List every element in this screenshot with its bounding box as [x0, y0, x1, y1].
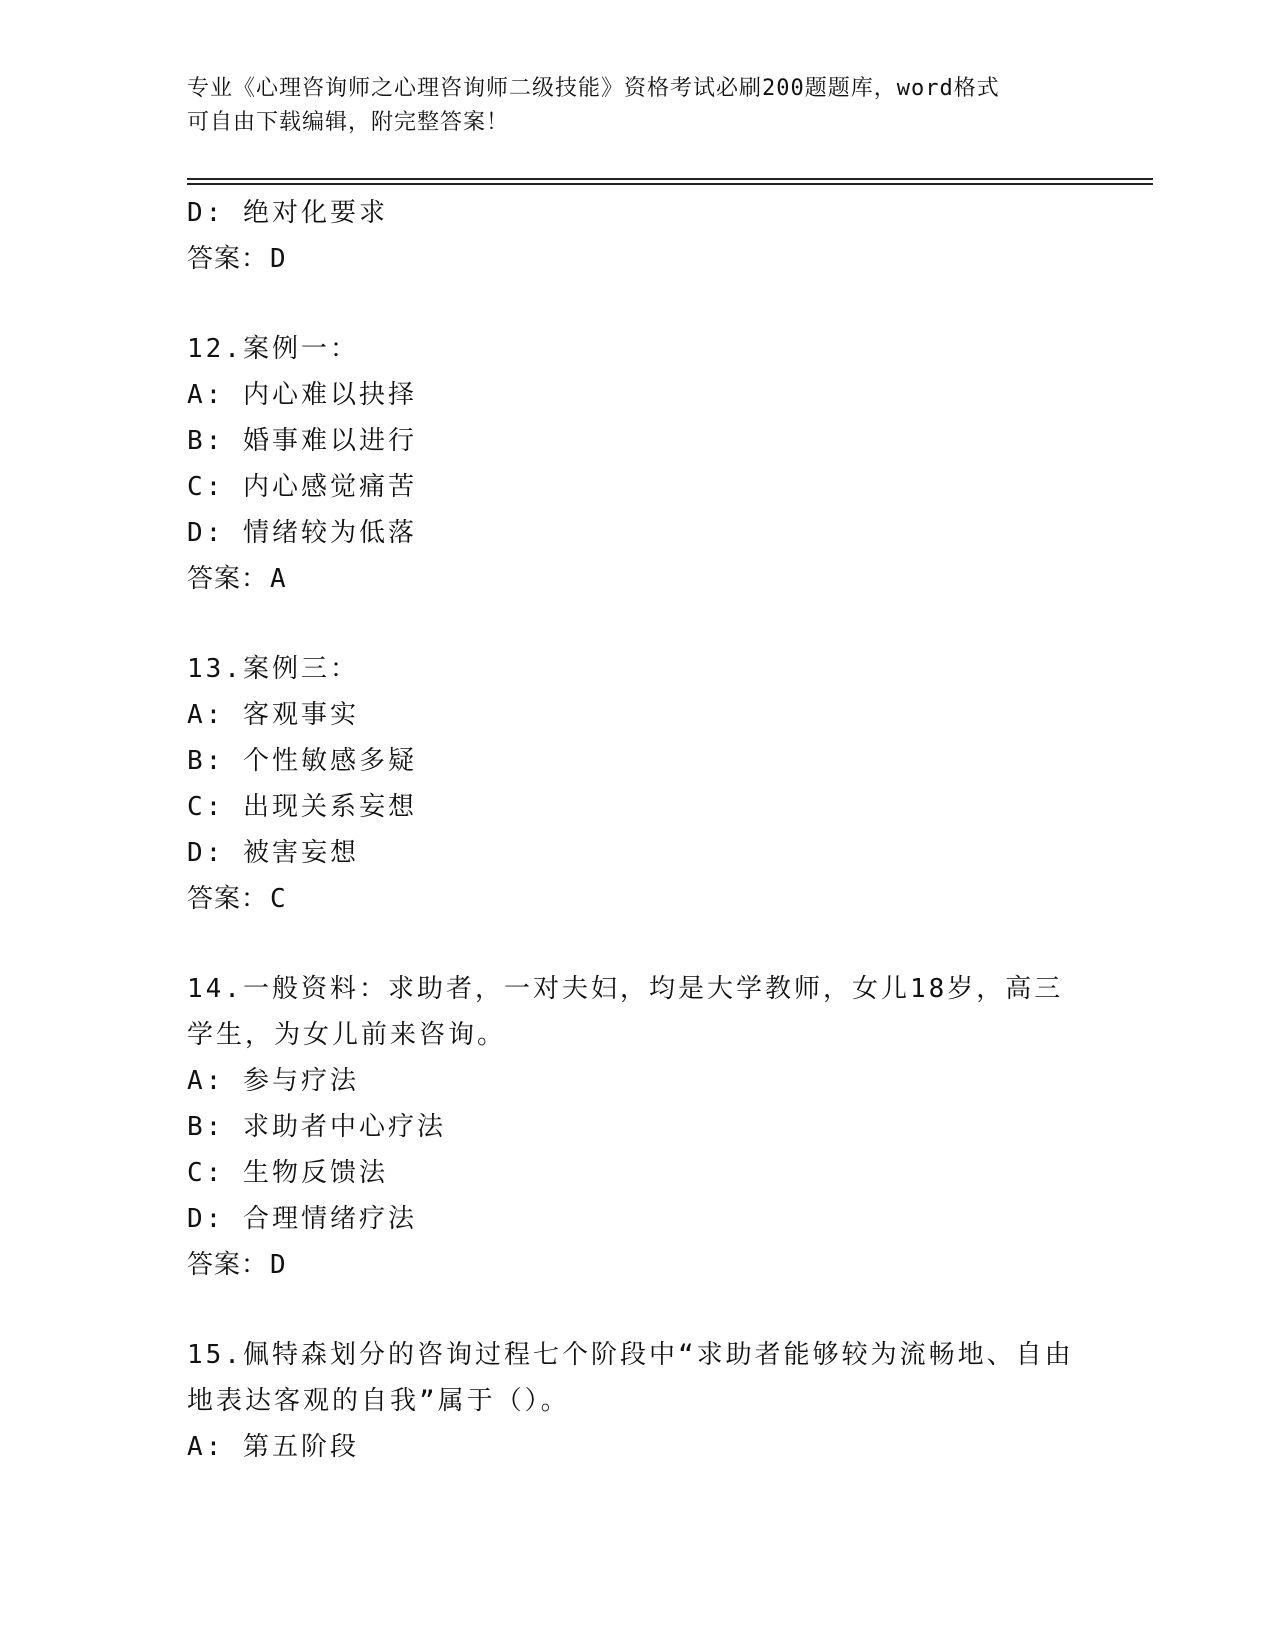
option-c: C: 出现关系妄想: [187, 792, 417, 822]
answer-value: A: [270, 564, 287, 594]
document-header: [187, 72, 1087, 140]
option-b: B: 个性敏感多疑: [187, 746, 417, 776]
answer-value: D: [270, 1250, 287, 1280]
spacer: [187, 282, 1087, 326]
option-d: D: 合理情绪疗法: [187, 1204, 417, 1234]
option-a: A: 第五阶段: [187, 1432, 359, 1462]
header-divider-top: [187, 178, 1153, 180]
answer-line: [187, 876, 1087, 922]
option-d: D: 情绪较为低落: [187, 518, 417, 548]
option-c: C: 内心感觉痛苦: [187, 472, 417, 502]
option-b: B: 求助者中心疗法: [187, 1112, 446, 1142]
question-stem: 12.案例一：: [187, 334, 359, 364]
question-stem-line-2: 学生，为女儿前来咨询。: [187, 1020, 507, 1050]
answer-line: [187, 556, 1087, 602]
answer-value: C: [270, 884, 287, 914]
header-line-1: 专业《心理咨询师之心理咨询师二级技能》资格考试必刷200题题库，word格式: [187, 76, 1000, 101]
answer-value: D: [270, 244, 287, 274]
answer-line: [187, 236, 1087, 282]
spacer: [187, 602, 1087, 646]
question-stem: 13.案例三：: [187, 654, 359, 684]
question-stem-line-1: 15.佩特森划分的咨询过程七个阶段中“求助者能够较为流畅地、自由: [187, 1340, 1074, 1370]
answer-label: 答案：: [187, 564, 269, 594]
option-b: B: 婚事难以进行: [187, 426, 417, 456]
question-stem-line-2: 地表达客观的自我”属于（）。: [187, 1386, 570, 1416]
option-d: D: 绝对化要求: [187, 198, 388, 228]
option-a: A: 参与疗法: [187, 1066, 359, 1096]
spacer: [187, 1288, 1087, 1332]
header-line-2: 可自由下载编辑，附完整答案！: [187, 110, 510, 135]
option-a: A: 客观事实: [187, 700, 359, 730]
answer-line: [187, 1242, 1087, 1288]
option-c: C: 生物反馈法: [187, 1158, 388, 1188]
spacer: [187, 922, 1087, 966]
answer-label: 答案：: [187, 884, 269, 914]
answer-label: 答案：: [187, 1250, 269, 1280]
option-a: A: 内心难以抉择: [187, 380, 417, 410]
question-content: [187, 190, 1087, 1470]
option-d: D: 被害妄想: [187, 838, 359, 868]
answer-label: 答案：: [187, 244, 269, 274]
question-stem-line-1: 14.一般资料：求助者，一对夫妇，均是大学教师，女儿18岁，高三: [187, 974, 1064, 1004]
header-divider-bottom: [187, 183, 1153, 185]
